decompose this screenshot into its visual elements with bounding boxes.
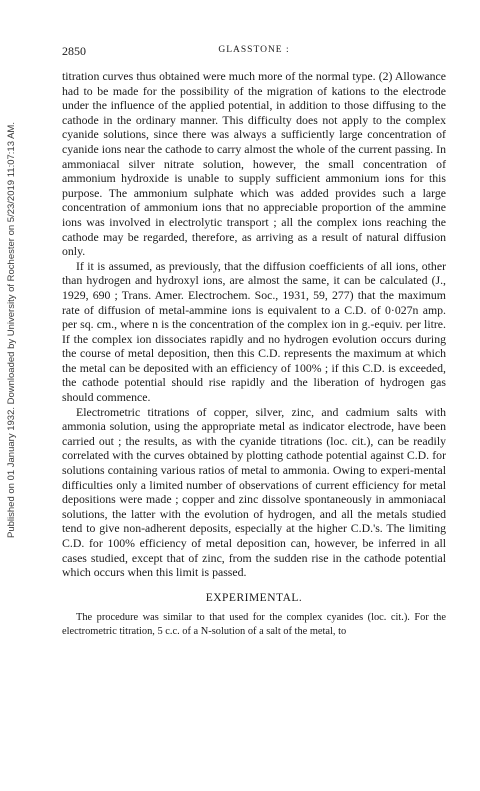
running-head: GLASSTONE : (218, 45, 290, 55)
paragraph-2: If it is assumed, as previously, that the diffusion coefficients of all ions, other than hydrogen and hydroxyl ions, are almost the same, it can be calculated (J., 1929, 690 ; Trans. Amer. Electrochem. Soc., 1931, 59, 277) that the maximum rate of diffusion of metal-ammine ions is equivalent to a C.D. of 0·027n amp. per sq. cm., where n is the concentration of the complex ion in g.-equiv. per litre. If the complex ion dissociates rapidly and no hydrogen evolution occurs during the course of metal deposition, then this C.D. represents the maximum at which the metal can be deposited with an efficiency of 100% ; if this C.D. is exceeded, the cathode potential should rise rapidly and the liberation of hydrogen gas should commence. (62, 258, 446, 405)
download-watermark: Published on 01 January 1932. Downloaded by University of Rochester on 5/23/2019 11:07:13 AM. (6, 122, 17, 538)
page-number: 2850 (62, 44, 86, 58)
paragraph-3: Electrometric titrations of copper, silver, zinc, and cadmium salts with ammonia solution, using the appropriate metal as indicator electrode, have been carried out ; the results, as with the cyanide titrations (loc. cit.), can be readily correlated with the curves obtained by plotting cathode potential against C.D. for solutions containing various ratios of metal to ammonia. Owing to experi-mental difficulties only a limited number of observations of current efficiency for metal depositions were made ; copper and zinc dissolve spontaneously in ammoniacal solutions, the latter with the evolution of hydrogen, and all the metals studied tend to give non-adherent deposits, especially at the higher C.D.'s. The limiting C.D. for 100% efficiency of metal deposition can, however, be inferred in all cases studied, except that of zinc, from the sudden rise in the cathode potential which occurs when this limit is passed. (62, 404, 446, 580)
page-header (62, 44, 446, 58)
body-text (62, 69, 446, 638)
paragraph-4: The procedure was similar to that used for the complex cyanides (loc. cit.). For the electrometric titration, 5 c.c. of a N-solution of a salt of the metal, to (62, 612, 446, 637)
section-title-experimental: EXPERIMENTAL. (205, 591, 303, 604)
paragraph-1: titration curves thus obtained were much more of the normal type. (2) Allowance had to be made for the possibility of the migration of kations to the electrode under the influence of the applied potential, in addition to those diffusing to the cathode in the ordinary manner. This difficulty does not apply to the complex cyanide solutions, since there was always a sufficiently large concentration of cyanide ions near the cathode to carry almost the whole of the current passing. In ammoniacal silver nitrate solution, however, the small concentration of ammonium hydroxide is unable to supply sufficient ammonium ions for this purpose. The ammonium sulphate which was added provides such a large concentration of ammonium ions that no appreciable proportion of the ammine ions was involved in electrolytic transport ; all the complex ions reaching the cathode may be regarded, therefore, as arriving as a result of natural diffusion only. (62, 69, 446, 259)
